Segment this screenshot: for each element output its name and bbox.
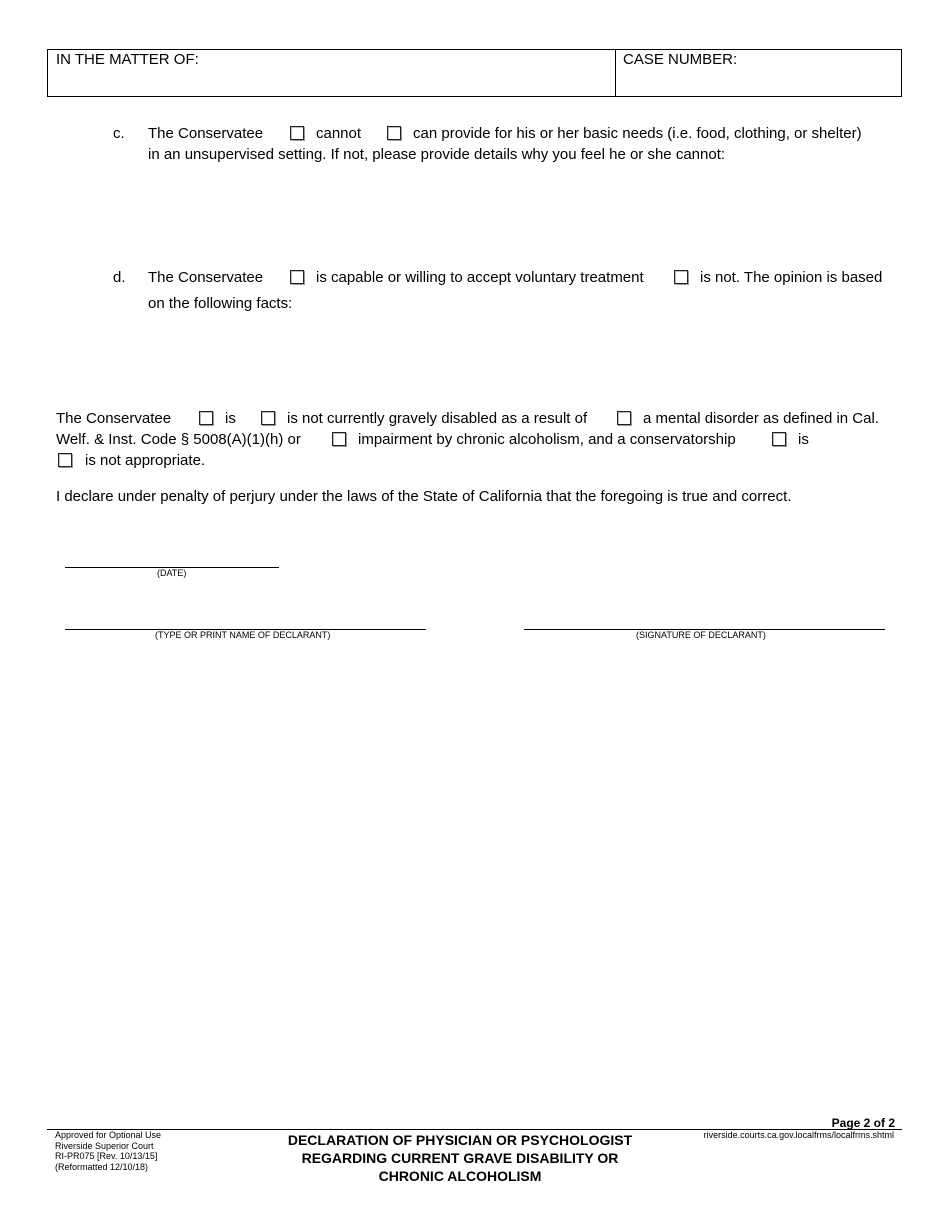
checkbox-c-cannot[interactable] xyxy=(290,126,304,140)
item-c-lead: The Conservatee xyxy=(148,125,264,142)
checkbox-d-not[interactable] xyxy=(674,270,688,284)
date-label: (DATE) xyxy=(157,568,187,578)
header-divider xyxy=(615,50,616,97)
item-c-can-label: can provide for his or her basic needs (i.e. food, clothing, or shelter) xyxy=(413,125,862,142)
form-title-line-1: DECLARATION OF PHYSICIAN OR PSYCHOLOGIST xyxy=(287,1132,633,1148)
declaration-text: I declare under penalty of perjury under the laws of the State of California that the foregoing is true and correct. xyxy=(56,488,792,505)
finding-lead: The Conservatee xyxy=(56,410,172,427)
item-c-line2: in an unsupervised setting. If not, please provide details why you feel he or she cannot: xyxy=(148,146,726,163)
item-c-letter: c. xyxy=(113,125,125,142)
item-d-line2: on the following facts: xyxy=(148,295,293,312)
finding-alcohol-label: impairment by chronic alcoholism, and a conservatorship xyxy=(358,431,736,448)
page-number: Page 2 of 2 xyxy=(831,1116,895,1130)
approved-line-2: Riverside Superior Court xyxy=(55,1140,154,1151)
finding-mental-label: a mental disorder as defined in Cal. xyxy=(643,410,879,427)
form-title-line-3: CHRONIC ALCOHOLISM xyxy=(378,1168,542,1184)
item-c-cannot-label: cannot xyxy=(316,125,362,142)
checkbox-d-capable[interactable] xyxy=(290,270,304,284)
court-url: riverside.courts.ca.gov.localfrms/localfrms.shtml xyxy=(703,1130,894,1140)
checkbox-finding-is[interactable] xyxy=(199,411,213,425)
item-d-letter: d. xyxy=(113,269,126,286)
matter-label: IN THE MATTER OF: xyxy=(56,51,199,68)
checkbox-finding-alcohol[interactable] xyxy=(332,432,346,446)
form-title-line-2: REGARDING CURRENT GRAVE DISABILITY OR xyxy=(301,1150,619,1166)
finding-isnot2-label: is not appropriate. xyxy=(85,452,206,469)
checkbox-finding-is2[interactable] xyxy=(772,432,786,446)
approved-line-3: RI-PR075 [Rev. 10/13/15] xyxy=(55,1151,158,1161)
checkbox-finding-isnot2[interactable] xyxy=(58,453,72,467)
checkbox-finding-mental[interactable] xyxy=(617,411,631,425)
checkbox-finding-isnot[interactable] xyxy=(261,411,275,425)
item-d-not-label: is not. The opinion is based xyxy=(700,269,883,286)
signature-label: (SIGNATURE OF DECLARANT) xyxy=(636,630,766,640)
finding-isnot-label: is not currently gravely disabled as a result of xyxy=(287,410,588,427)
form-title xyxy=(230,1131,690,1185)
approved-block xyxy=(55,1130,161,1172)
item-d-lead: The Conservatee xyxy=(148,269,264,286)
finding-is2-label: is xyxy=(798,431,809,448)
checkbox-c-can[interactable] xyxy=(387,126,401,140)
approved-line-1: Approved for Optional Use xyxy=(55,1130,162,1140)
finding-is-label: is xyxy=(225,410,236,427)
item-d-capable-label: is capable or willing to accept voluntary treatment xyxy=(316,269,644,286)
header-box xyxy=(47,49,902,97)
finding-line2-lead: Welf. & Inst. Code § 5008(A)(1)(h) or xyxy=(56,431,301,448)
name-label: (TYPE OR PRINT NAME OF DECLARANT) xyxy=(155,630,331,640)
case-number-label: CASE NUMBER: xyxy=(623,51,738,68)
approved-line-4: (Reformatted 12/10/18) xyxy=(55,1161,149,1172)
